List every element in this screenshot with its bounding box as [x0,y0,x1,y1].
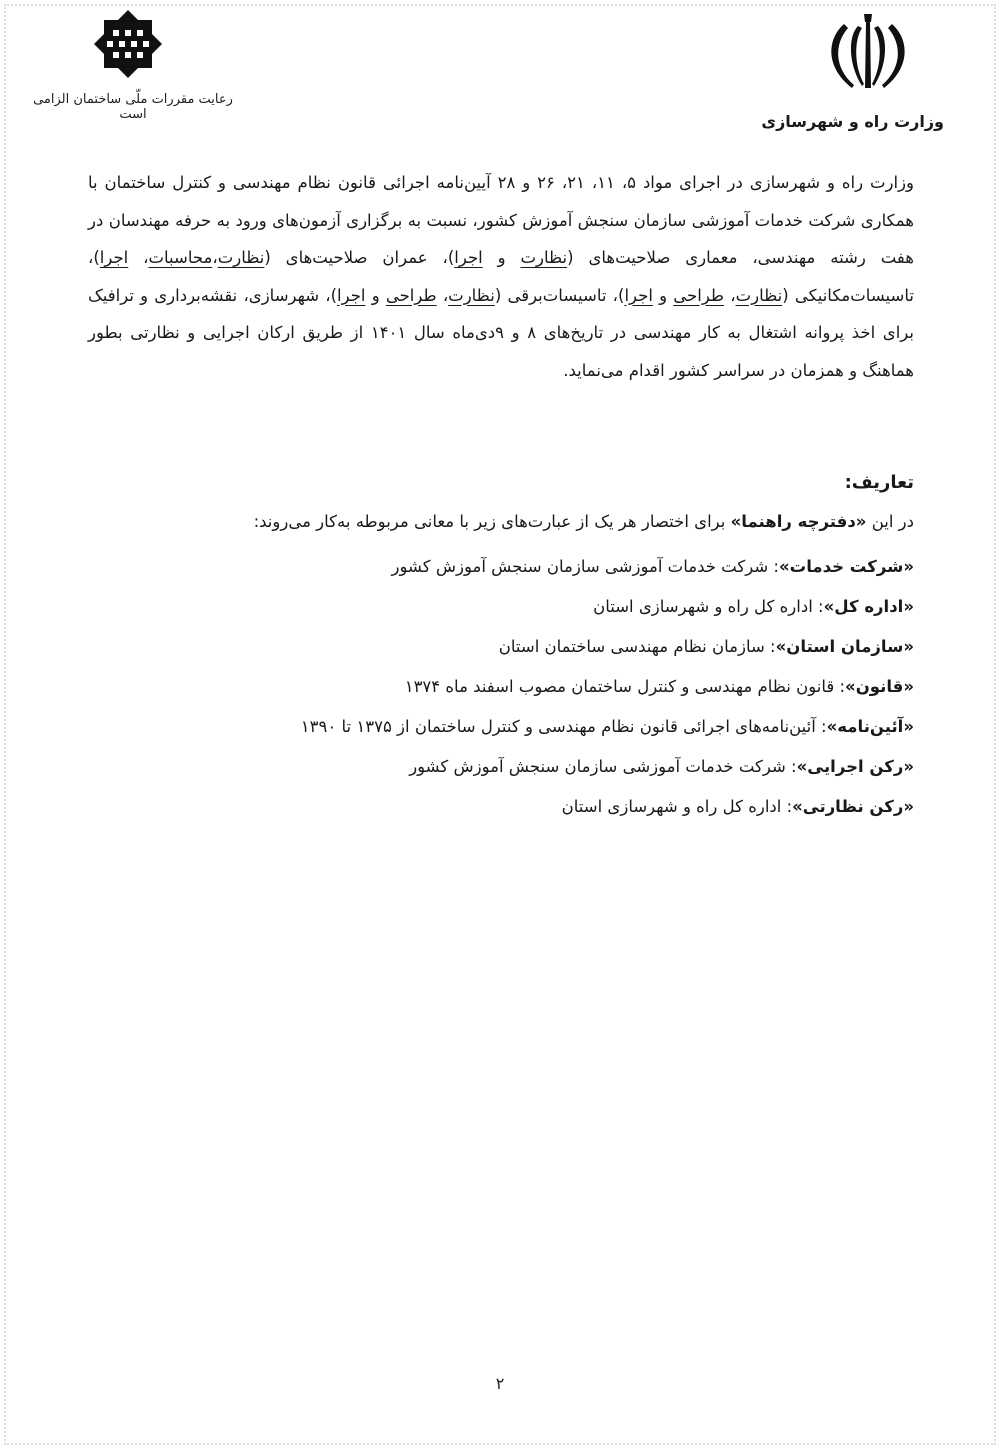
intro-text: )، شهرسازی، نقشه‌برداری و ترافیک برای اخذ پروانه اشتغال به کار مهندسی در تاریخ‌های ۸ و ۹دی‌ماه سال ۱۴۰۱ از طریق ارکان اجرایی و نظارتی بطور هماهنگ و همزمان در سراسر کشور اقدام می‌نماید. [88,285,914,380]
definitions-intro-text: برای اختصار هر یک از عبارت‌های زیر با معانی مربوطه به‌کار می‌روند: [253,512,731,531]
underlined-term: اجرا [337,285,366,305]
definitions-list [88,552,914,832]
underlined-term: اجرا [99,248,129,267]
intro-text: ، [436,285,449,305]
definition-item [88,752,914,792]
building-codes-logo-icon [80,8,176,88]
intro-text: ، [724,285,736,305]
definition-text: : سازمان نظام مهندسی ساختمان استان [498,637,776,656]
definition-term: «آئین‌نامه» [826,717,914,736]
definitions-heading: تعاریف: [844,472,914,493]
definition-text: : قانون نظام مهندسی و کنترل ساختمان مصوب اسفند ماه ۱۳۷۴ [404,677,846,696]
underlined-term: اجرا [454,248,483,267]
definition-item [88,672,914,712]
underlined-term: اجرا [624,285,653,305]
definition-text: : اداره کل راه و شهرسازی استان [593,597,824,616]
definition-term: «اداره کل» [823,597,914,616]
definition-term: «قانون» [845,677,914,696]
underlined-term: نظارت [735,285,783,305]
definition-item [88,712,914,752]
intro-text: و [482,248,521,267]
intro-text: ، [128,248,149,267]
underlined-term: طراحی [385,285,437,305]
iran-emblem-icon [818,12,918,92]
intro-text: ، [212,248,218,267]
definitions-intro-text: در این [866,512,914,531]
intro-text: )، تاسیسات‌مکانیکی ( [88,248,914,305]
underlined-term: نظارت [448,285,495,305]
building-codes-slogan: رعایت مقررات ملّی ساختمان الزامی است [33,92,233,122]
underlined-term: طراحی [673,285,725,305]
definition-text: : شرکت خدمات آموزشی سازمان سنجش آموزش کشور [409,757,797,776]
underlined-term: محاسبات [148,248,213,267]
ministry-name: وزارت راه و شهرسازی [761,112,944,131]
intro-paragraph [88,164,914,389]
intro-text: و [365,285,386,305]
intro-text: )، تاسیسات‌برقی ( [494,285,625,305]
underlined-term: نظارت [217,248,265,267]
underlined-term: نظارت [520,248,568,267]
definition-term: «سازمان استان» [775,637,914,656]
definitions-intro-bold: «دفترچه راهنما» [730,512,867,531]
definition-term: «رکن نظارتی» [792,797,914,816]
definition-item [88,552,914,592]
intro-text: )، عمران صلاحیت‌های ( [264,248,455,267]
definition-item [88,592,914,632]
definition-term: «شرکت خدمات» [778,557,914,576]
intro-text: وزارت راه و شهرسازی در اجرای مواد ۵، ۱۱، ۲۱، ۲۶ و ۲۸ آیین‌نامه اجرائی قانون نظام مهندسی و کنترل ساختمان با همکاری شرکت خدمات آموزشی سازمان سنجش آموزش کشور، نسبت به برگزاری آزمون‌های ورود به حرفه مهندسان در هفت رشته مهندسی، معماری صلاحیت‌های ( [88,173,914,267]
definition-term: «رکن اجرایی» [796,757,914,776]
definition-text: : اداره کل راه و شهرسازی استان [561,797,793,816]
intro-text: و [652,285,674,305]
definition-text: : آئین‌نامه‌های اجرائی قانون نظام مهندسی و کنترل ساختمان از ۱۳۷۵ تا ۱۳۹۰ [300,717,827,736]
definitions-intro [88,512,914,531]
page-number: ۲ [495,1374,505,1393]
definition-item [88,632,914,672]
definition-text: : شرکت خدمات آموزشی سازمان سنجش آموزش کشور [391,557,779,576]
definition-item [88,792,914,832]
